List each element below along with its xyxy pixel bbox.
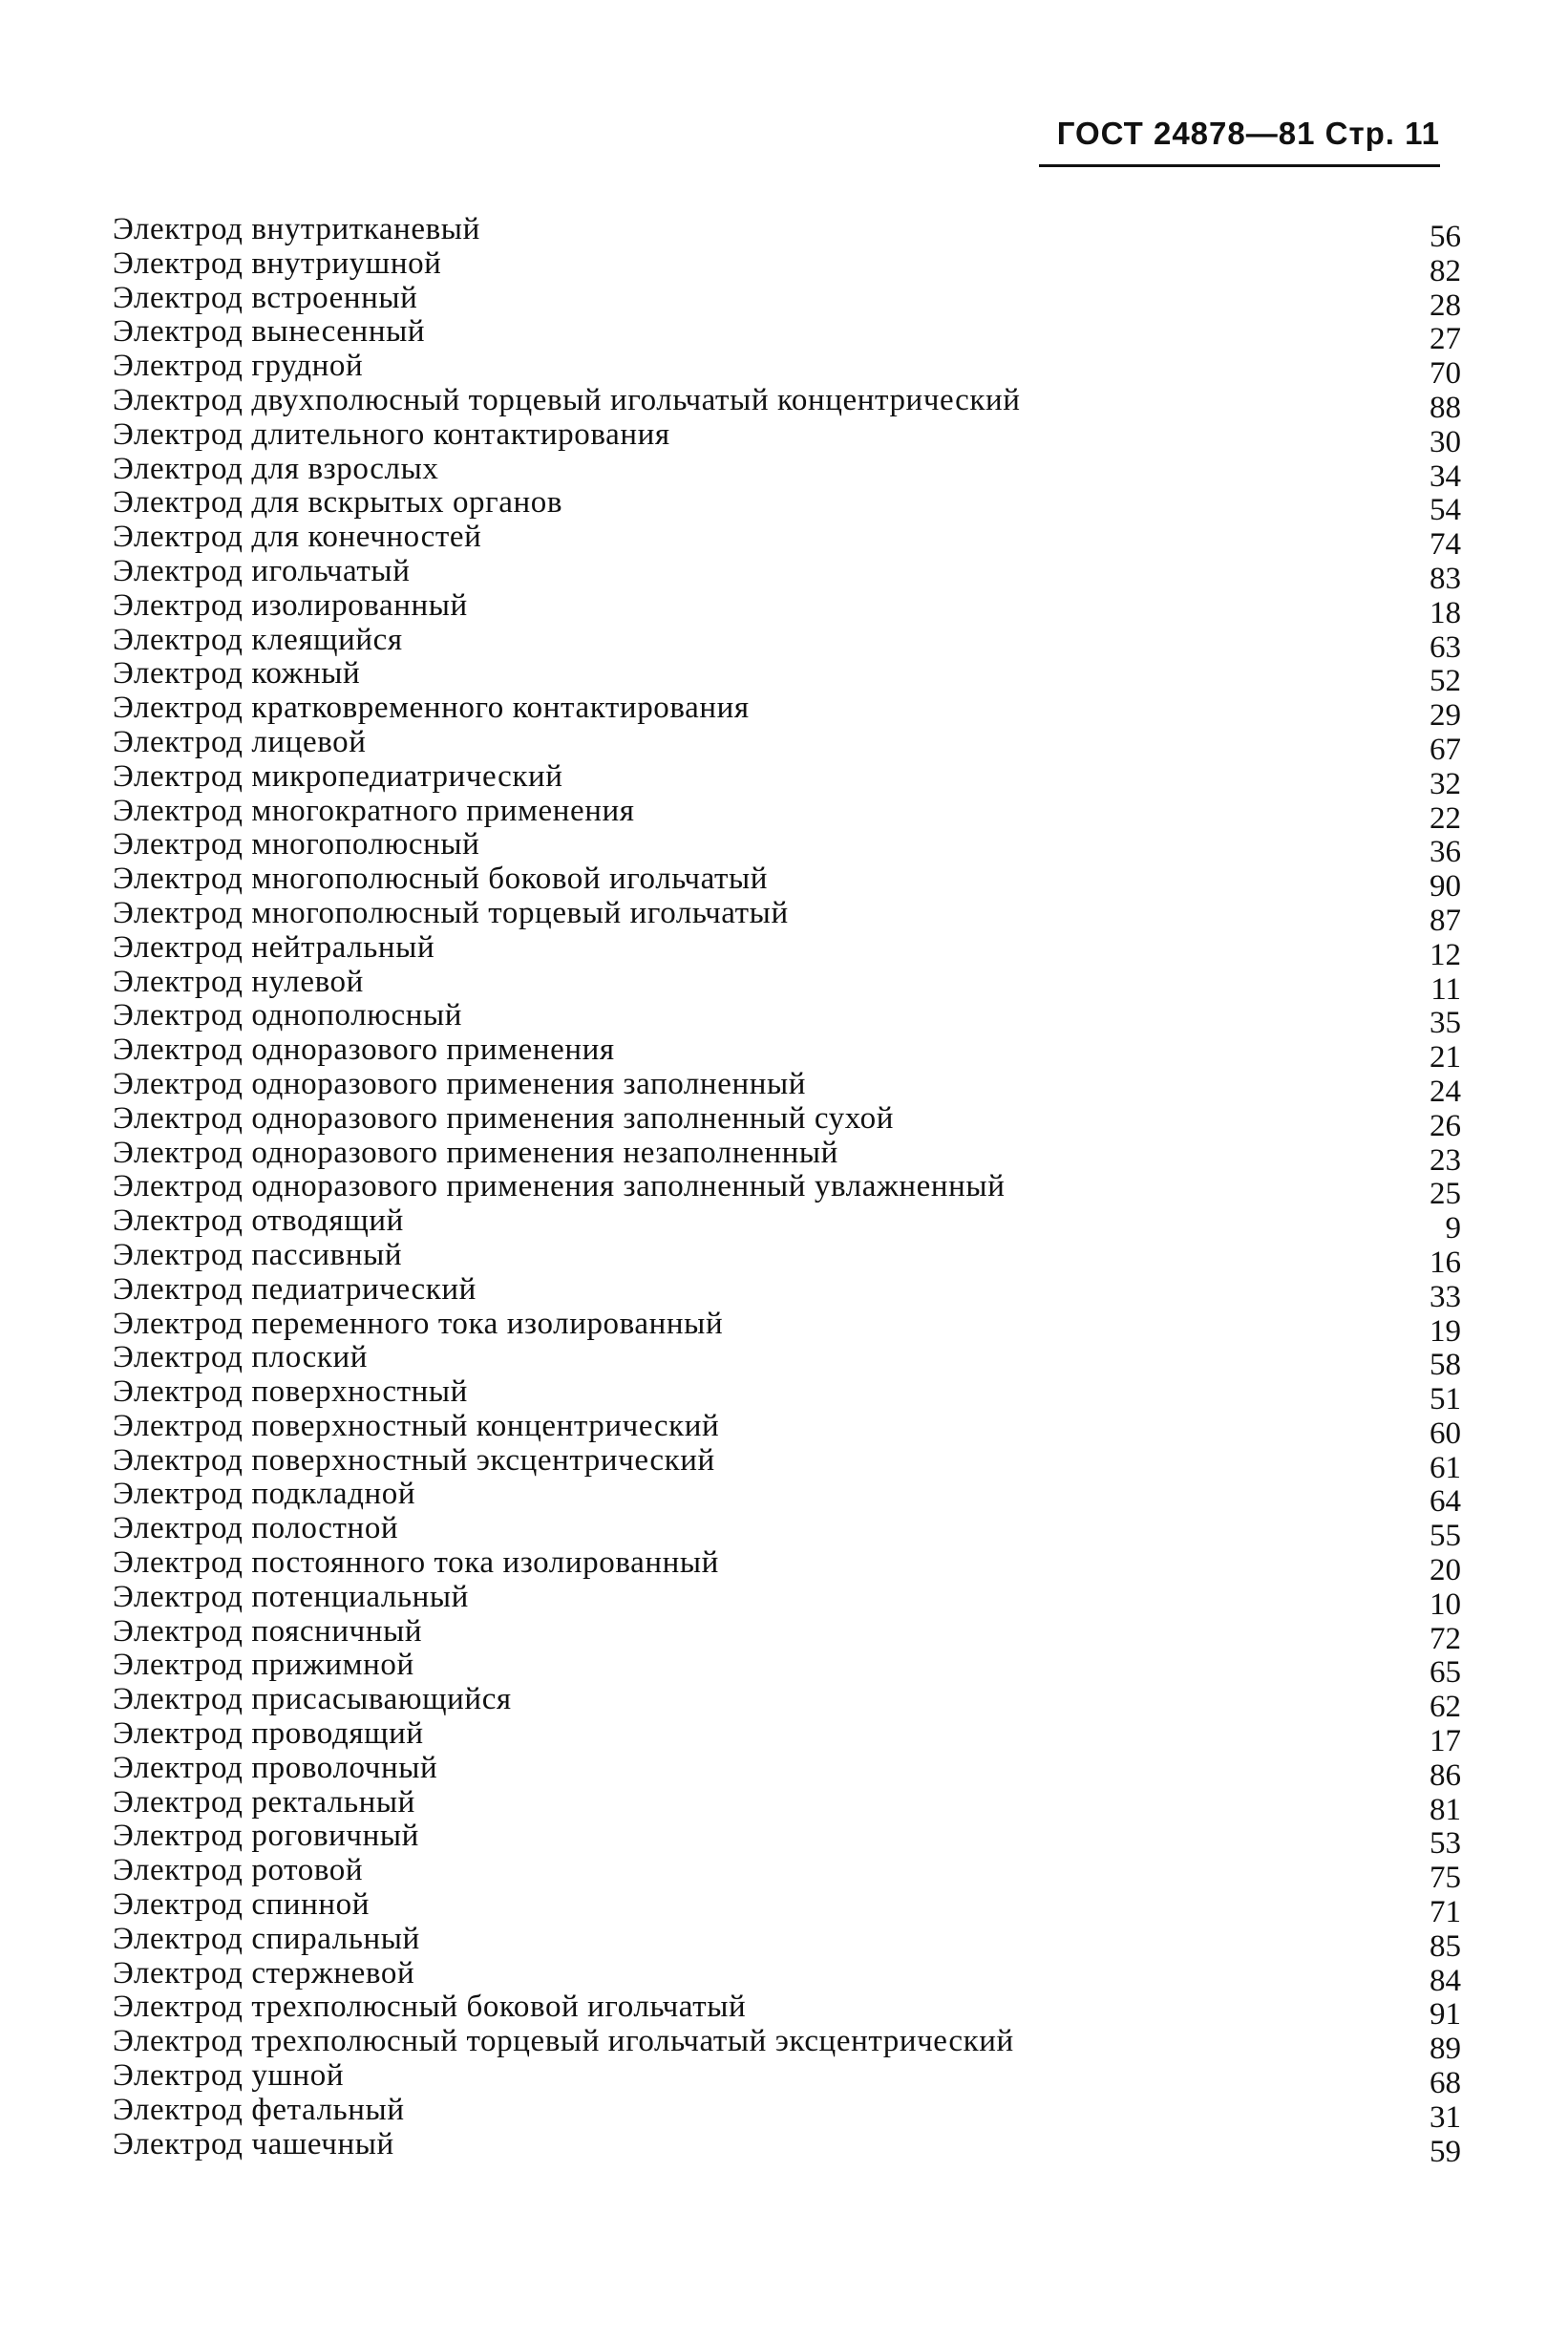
index-entry	[113, 622, 1461, 665]
entry-term: Электрод трехполюсный боковой игольчатый	[113, 1990, 747, 2025]
entry-term: Электрод плоский	[113, 1340, 369, 1375]
entry-term: Электрод поверхностный концентрический	[113, 1408, 720, 1443]
entry-number: 26	[1430, 1108, 1461, 1143]
entry-number: 84	[1430, 1963, 1461, 1998]
entry-term: Электрод переменного тока изолированный	[113, 1306, 724, 1341]
index-entry	[113, 1135, 1461, 1178]
entry-term: Электрод спиральный	[113, 1921, 420, 1956]
entry-number: 51	[1430, 1382, 1461, 1417]
index-entry	[113, 998, 1461, 1041]
entry-number: 59	[1430, 2134, 1461, 2169]
entry-number: 9	[1445, 1211, 1461, 1246]
entry-number: 86	[1430, 1757, 1461, 1793]
index-entry	[113, 656, 1461, 699]
entry-term: Электрод игольчатый	[113, 553, 411, 588]
index-entry	[113, 1887, 1461, 1930]
index-entry	[113, 1271, 1461, 1314]
entry-number: 31	[1430, 2099, 1461, 2135]
index-entry	[113, 1819, 1461, 1862]
entry-number: 54	[1430, 493, 1461, 528]
entry-number: 82	[1430, 253, 1461, 288]
index-entry	[113, 1408, 1461, 1451]
entry-number: 21	[1430, 1040, 1461, 1075]
index-entry	[113, 1169, 1461, 1212]
entry-term: Электрод ротовой	[113, 1853, 364, 1888]
index-entry	[113, 1990, 1461, 2033]
entry-number: 55	[1430, 1519, 1461, 1554]
index-entry	[113, 793, 1461, 836]
entry-number: 32	[1430, 766, 1461, 801]
index-entry	[113, 1442, 1461, 1485]
index-entry	[113, 553, 1461, 596]
index-entry	[113, 280, 1461, 323]
index-entry	[113, 1921, 1461, 1964]
entry-number: 58	[1430, 1348, 1461, 1383]
entry-number: 11	[1430, 971, 1461, 1007]
entry-term: Электрод поверхностный эксцентрический	[113, 1442, 715, 1478]
entry-number: 52	[1430, 664, 1461, 699]
index-entry	[113, 1374, 1461, 1417]
entry-number: 29	[1430, 698, 1461, 734]
entry-number: 89	[1430, 2032, 1461, 2067]
entry-term: Электрод проводящий	[113, 1716, 424, 1752]
index-entry	[113, 1648, 1461, 1691]
entry-number: 70	[1430, 356, 1461, 392]
index-entry	[113, 1682, 1461, 1725]
index-entry	[113, 1066, 1461, 1109]
entry-number: 85	[1430, 1928, 1461, 1964]
index-entry	[113, 758, 1461, 801]
entry-number: 83	[1430, 561, 1461, 596]
index-entry	[113, 382, 1461, 425]
index-entry	[113, 1545, 1461, 1588]
entry-number: 64	[1430, 1484, 1461, 1520]
entry-term: Электрод стержневой	[113, 1955, 415, 1991]
entry-term: Электрод кожный	[113, 656, 361, 692]
entry-number: 22	[1430, 800, 1461, 836]
entry-number: 56	[1430, 220, 1461, 254]
index-entry	[113, 1579, 1461, 1622]
index-entry	[113, 1477, 1461, 1520]
entry-term: Электрод грудной	[113, 349, 364, 384]
index-entry	[113, 1716, 1461, 1759]
entry-term: Электрод одноразового применения заполненный увлажненный	[113, 1169, 1006, 1204]
entry-number: 90	[1430, 869, 1461, 905]
entry-number: 16	[1430, 1245, 1461, 1280]
entry-term: Электрод клеящийся	[113, 622, 403, 657]
index-entry	[113, 1955, 1461, 1998]
entry-term: Электрод педиатрический	[113, 1271, 477, 1307]
entry-term: Электрод для взрослых	[113, 451, 439, 486]
index-entry	[113, 1613, 1461, 1656]
entry-term: Электрод фетальный	[113, 2092, 405, 2127]
entry-term: Электрод для конечностей	[113, 520, 482, 555]
index-entry	[113, 691, 1461, 734]
entry-term: Электрод встроенный	[113, 280, 418, 315]
entry-number: 35	[1430, 1006, 1461, 1041]
page-header	[1039, 113, 1440, 155]
index-entry	[113, 245, 1461, 288]
entry-term: Электрод двухполюсный торцевый игольчатый концентрический	[113, 382, 1021, 417]
entry-number: 67	[1430, 732, 1461, 767]
entry-number: 19	[1430, 1313, 1461, 1349]
entry-term: Электрод для вскрытых органов	[113, 485, 563, 521]
index-entry	[113, 2126, 1461, 2169]
index-entry	[113, 1203, 1461, 1246]
entry-number: 68	[1430, 2066, 1461, 2101]
entry-number: 17	[1430, 1724, 1461, 1759]
entry-term: Электрод поясничный	[113, 1613, 423, 1649]
entry-term: Электрод постоянного тока изолированный	[113, 1545, 719, 1581]
index-entry	[113, 1340, 1461, 1383]
entry-number: 25	[1430, 1177, 1461, 1212]
entry-term: Электрод одноразового применения	[113, 1033, 615, 1068]
page-title: ГОСТ 24878—81 Стр. 11	[1056, 116, 1440, 151]
entry-number: 88	[1430, 390, 1461, 425]
entry-term: Электрод изолированный	[113, 587, 468, 623]
index-entry	[113, 1511, 1461, 1554]
entry-number: 72	[1430, 1621, 1461, 1656]
entry-term: Электрод кратковременного контактирования	[113, 691, 750, 726]
index-entry	[113, 1100, 1461, 1143]
entry-number: 87	[1430, 903, 1461, 938]
entry-number: 91	[1430, 1997, 1461, 2033]
index-entry	[113, 1750, 1461, 1793]
index-entry	[113, 827, 1461, 870]
entry-number: 20	[1430, 1553, 1461, 1588]
entry-term: Электрод полостной	[113, 1511, 399, 1546]
entry-term: Электрод одноразового применения незаполненный	[113, 1135, 838, 1170]
entry-term: Электрод подкладной	[113, 1477, 416, 1512]
entry-number: 60	[1430, 1416, 1461, 1451]
entry-term: Электрод трехполюсный торцевый игольчатый эксцентрический	[113, 2024, 1014, 2059]
entry-number: 61	[1430, 1450, 1461, 1485]
entry-term: Электрод роговичный	[113, 1819, 419, 1854]
entry-number: 10	[1430, 1586, 1461, 1622]
index-entry	[113, 1853, 1461, 1896]
entry-term: Электрод спинной	[113, 1887, 371, 1923]
entry-term: Электрод пассивный	[113, 1237, 403, 1272]
index-entry	[113, 2058, 1461, 2101]
entry-term: Электрод вынесенный	[113, 314, 426, 350]
entry-term: Электрод потенциальный	[113, 1579, 469, 1614]
entry-number: 23	[1430, 1142, 1461, 1178]
entry-term: Электрод одноразового применения заполненный	[113, 1066, 806, 1101]
entry-term: Электрод ушной	[113, 2058, 345, 2094]
entry-number: 24	[1430, 1074, 1461, 1109]
entry-term: Электрод прижимной	[113, 1648, 414, 1683]
entry-number: 75	[1430, 1861, 1461, 1896]
index-entry	[113, 2024, 1461, 2067]
entry-number: 62	[1430, 1690, 1461, 1725]
index-entry	[113, 1033, 1461, 1075]
entry-number: 33	[1430, 1279, 1461, 1314]
index-entry	[113, 349, 1461, 392]
index-entry	[113, 1784, 1461, 1827]
index-entry	[113, 895, 1461, 938]
index-entry	[113, 485, 1461, 528]
entry-number: 36	[1430, 835, 1461, 870]
entry-term: Электрод присасывающийся	[113, 1682, 512, 1717]
index-entry	[113, 520, 1461, 563]
entry-term: Электрод нейтральный	[113, 929, 435, 965]
entry-term: Электрод отводящий	[113, 1203, 404, 1239]
entry-term: Электрод длительного контактирования	[113, 416, 670, 452]
entry-term: Электрод внутриушной	[113, 245, 442, 281]
entry-term: Электрод многополюсный	[113, 827, 480, 862]
entry-term: Электрод внутритканевый	[113, 212, 480, 246]
index-entry	[113, 929, 1461, 972]
entry-term: Электрод одноразового применения заполненный сухой	[113, 1100, 894, 1136]
entry-number: 74	[1430, 527, 1461, 563]
index-entry	[113, 2092, 1461, 2135]
entry-number: 63	[1430, 629, 1461, 665]
entry-term: Электрод многократного применения	[113, 793, 635, 828]
entry-term: Электрод лицевой	[113, 724, 367, 759]
entry-term: Электрод микропедиатрический	[113, 758, 563, 794]
index-entry	[113, 314, 1461, 357]
entry-term: Электрод проволочный	[113, 1750, 438, 1785]
entry-term: Электрод ректальный	[113, 1784, 415, 1820]
index-entry	[113, 964, 1461, 1007]
entry-number: 53	[1430, 1826, 1461, 1862]
entry-term: Электрод однополюсный	[113, 998, 463, 1033]
entry-number: 81	[1430, 1792, 1461, 1827]
entry-number: 30	[1430, 424, 1461, 459]
index-entry	[113, 1306, 1461, 1349]
entry-number: 18	[1430, 595, 1461, 630]
entry-term: Электрод чашечный	[113, 2126, 394, 2161]
entry-term: Электрод многополюсный торцевый игольчатый	[113, 895, 789, 930]
entry-number: 28	[1430, 287, 1461, 323]
index-entry	[113, 416, 1461, 459]
index-entry	[113, 451, 1461, 494]
index-entry	[113, 1237, 1461, 1280]
term-index-list	[113, 212, 1461, 2169]
entry-term: Электрод поверхностный	[113, 1374, 468, 1410]
index-entry	[113, 862, 1461, 905]
entry-number: 71	[1430, 1895, 1461, 1930]
entry-number: 12	[1430, 937, 1461, 972]
entry-number: 27	[1430, 322, 1461, 357]
header-rule	[1039, 164, 1440, 167]
index-entry	[113, 212, 1461, 254]
entry-number: 65	[1430, 1655, 1461, 1691]
index-entry	[113, 587, 1461, 630]
index-entry	[113, 724, 1461, 767]
entry-term: Электрод многополюсный боковой игольчатый	[113, 862, 769, 897]
entry-term: Электрод нулевой	[113, 964, 364, 999]
entry-number: 34	[1430, 458, 1461, 494]
